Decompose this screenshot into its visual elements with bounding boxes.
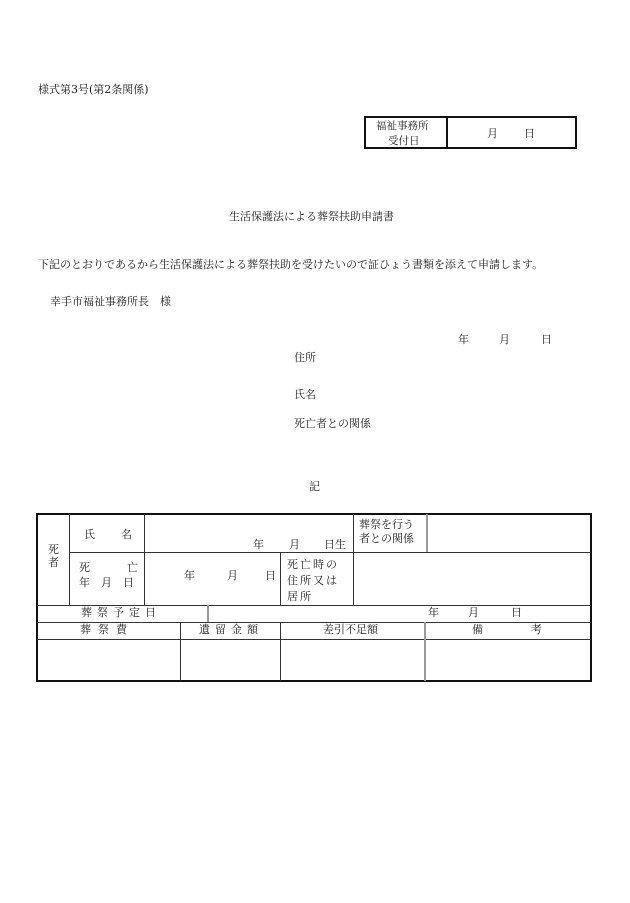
funeral-relation-label-1: 葬祭を行う — [359, 518, 414, 531]
applicant-year[interactable]: 年 — [458, 333, 469, 346]
receipt-month[interactable]: 月 — [487, 127, 498, 140]
receipt-day[interactable]: 日 — [524, 127, 535, 140]
row-line-4 — [37, 639, 591, 640]
col-remarks-a: 備 — [472, 623, 483, 636]
col-shortfall: 差引不足額 — [323, 623, 378, 636]
funeral-date-label: 葬祭予定日 — [81, 606, 161, 619]
remarks-field[interactable] — [427, 641, 590, 680]
applicant-day[interactable]: 日 — [541, 333, 552, 346]
funeral-month[interactable]: 月 — [468, 606, 479, 619]
relation-label: 死亡者との関係 — [294, 417, 371, 430]
col-line-label — [144, 514, 145, 605]
death-address-label-1: 死亡時の — [287, 558, 339, 571]
birth-day[interactable]: 日生 — [324, 538, 346, 551]
col-line-shortfall — [280, 622, 281, 681]
name-label: 氏名 — [294, 388, 316, 401]
death-day[interactable]: 日 — [265, 569, 276, 582]
ki-label: 記 — [309, 480, 320, 493]
name-label-b: 名 — [121, 528, 132, 541]
death-address-label-3: 居所 — [287, 590, 313, 603]
funeral-relation-field[interactable] — [428, 515, 590, 551]
estate-field[interactable] — [182, 641, 279, 680]
death-date-label-c: 年 月 日 — [79, 576, 134, 589]
receipt-label-1: 福祉事務所 — [376, 120, 429, 132]
funeral-day[interactable]: 日 — [511, 606, 522, 619]
form-number: 様式第3号(第2条関係) — [38, 83, 149, 96]
death-month[interactable]: 月 — [227, 569, 238, 582]
col-line-remarks — [424, 622, 426, 681]
funeral-year[interactable]: 年 — [428, 606, 439, 619]
col-line-death-address — [280, 552, 281, 605]
shortfall-field[interactable] — [282, 641, 423, 680]
funeral-relation-label-2: 者との関係 — [359, 532, 414, 545]
funeral-cost-field[interactable] — [38, 641, 179, 680]
document-title: 生活保護法による葬祭扶助申請書 — [229, 210, 394, 223]
intro-text: 下記のとおりであるから生活保護法による葬祭扶助を受けたいので証ひょう書類を添えて申請します。 — [38, 258, 544, 271]
receipt-divider — [446, 117, 448, 148]
addressee: 幸手市福祉事務所長 様 — [50, 295, 171, 308]
col-estate: 遺留金額 — [199, 623, 263, 636]
deceased-label: 死者 — [48, 543, 59, 569]
name-label-a: 氏 — [84, 528, 95, 541]
col-line-estate — [180, 622, 181, 681]
col-line-funeral-date — [207, 605, 209, 622]
receipt-label-2: 受付日 — [388, 135, 420, 147]
death-date-label-a: 死 — [79, 561, 90, 574]
col-remarks-b: 考 — [531, 623, 542, 636]
address-label: 住所 — [294, 351, 316, 364]
birth-month[interactable]: 月 — [289, 538, 300, 551]
death-date-label-b: 亡 — [127, 561, 138, 574]
col-line-deceased — [69, 514, 70, 605]
death-year[interactable]: 年 — [184, 569, 195, 582]
death-address-label-2: 住所又は — [287, 574, 339, 587]
birth-year[interactable]: 年 — [253, 538, 264, 551]
death-address-field[interactable] — [354, 553, 590, 604]
applicant-month[interactable]: 月 — [499, 333, 510, 346]
col-funeral-cost: 葬祭費 — [80, 623, 134, 636]
